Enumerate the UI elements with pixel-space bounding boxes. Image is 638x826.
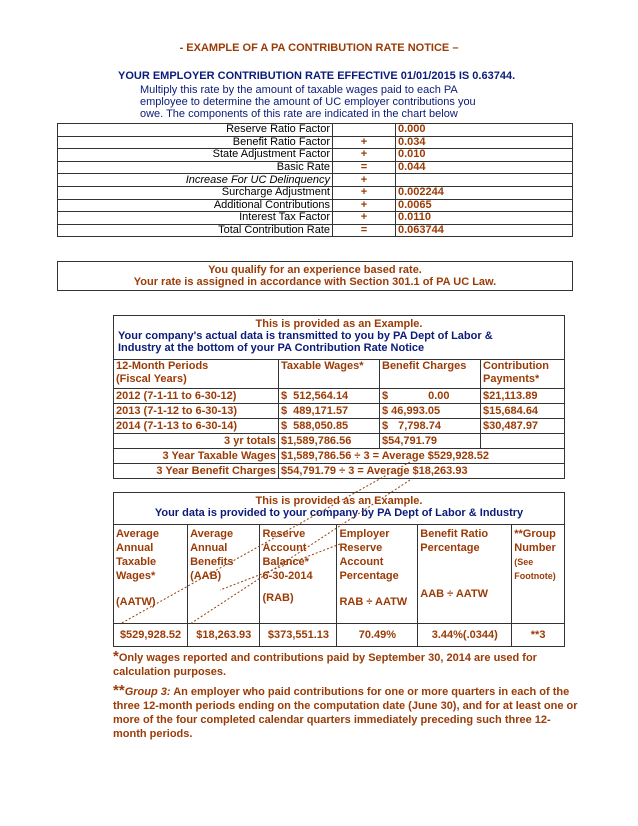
totals-label: 3 yr totals [114,434,279,449]
avg-wages-label: 3 Year Taxable Wages [114,449,279,464]
metric-header-line: (AAB) [190,570,222,582]
footnote-1-text: Only wages reported and contributions paid by September 30, 2014 are used for calculation purposes. [113,652,537,678]
avg-wages-calc: $1,589,786.56 ÷ 3 = Average $529,928.52 [279,449,565,464]
metric-value: 3.44%(.0344) [418,624,512,647]
example1-title: This is provided as an Example. [255,318,423,330]
arrow-rab [220,544,340,590]
rate-factor-value: 0.010 [396,149,573,162]
example1-subtitle-2: Industry at the bottom of your PA Contribution Rate Notice [118,342,425,354]
rate-factor-operator: = [333,224,396,237]
metric-value: 70.49% [337,624,418,647]
metric-header-line: Balance* [262,556,309,568]
rate-factor-value: 0.000 [396,124,573,137]
metric-value: $373,551.13 [260,624,337,647]
metric-header-line: Average [190,528,234,540]
payments-cell: $21,113.89 [481,389,565,404]
metric-formula: RAB ÷ AATW [339,596,408,608]
metric-header-line: Annual [190,542,228,554]
period-header-line: (Fiscal Years) [116,373,187,385]
rate-factor-operator: + [333,186,396,199]
charges-value: 7,798.74 [398,419,441,432]
example2-title: This is provided as an Example. [255,495,423,507]
charges-value: 0.00 [428,389,450,402]
totals-wages: $1,589,786.56 [279,434,380,449]
rate-factor-label: Additional Contributions [58,199,333,212]
rate-factor-label: Basic Rate [58,161,333,174]
rate-factor-label: Surcharge Adjustment [58,186,333,199]
rate-effective-line: YOUR EMPLOYER CONTRIBUTION RATE EFFECTIVE 01/01/2015 IS 0.63744. [118,70,516,82]
period-cell: 2013 (7-1-12 to 6-30-13) [114,404,279,419]
metric-value: $529,928.52 [114,624,188,647]
metric-header-line: Benefit Ratio [420,528,489,540]
metric-formula: (RAB) [262,592,294,604]
metric-header-line: 6-30-2014 [262,570,313,582]
period-header-line: 12-Month Periods [116,360,209,372]
metric-header-line: Reserve [262,528,306,540]
currency-sign: $ [382,389,389,402]
rate-factor-value: 0.002244 [396,186,573,199]
metric-header-line: Percentage [339,570,399,582]
rate-factor-value: 0.034 [396,136,573,149]
rate-factor-operator: = [333,161,396,174]
metric-header-line: Employer [339,528,390,540]
period-cell: 2014 (7-1-13 to 6-30-14) [114,419,279,434]
charges-cell: $ 46,993.05 [380,404,481,419]
currency-sign: $ [281,419,288,432]
qualify-line-2: Your rate is assigned in accordance with Section 301.1 of PA UC Law. [133,276,497,288]
rate-factor-label: Interest Tax Factor [58,212,333,225]
avg-charges-calc: $54,791.79 ÷ 3 = Average $18,263.93 [279,464,565,479]
metric-header-line: Annual [116,542,154,554]
rate-factor-value: 0.0065 [396,199,573,212]
rate-factor-operator: + [333,174,396,187]
metric-formula: AAB ÷ AATW [420,588,489,600]
metric-header-line: Average [116,528,160,540]
totals-charges: $54,791.79 [380,434,481,449]
avg-charges-label: 3 Year Benefit Charges [114,464,279,479]
intro-line: employee to determine the amount of UC employer contributions you [140,96,476,108]
rate-factor-value: 0.044 [396,161,573,174]
wages-value: 588,050.85 [293,419,349,432]
example2-subtitle: Your data is provided to your company by PA Dept of Labor & Industry [154,507,524,519]
footnote-2-text: An employer who paid contributions for one or more quarters in each of the three 12-month periods ending on the computation date (June 30), and for at least one or more of the four completed calendar quarters immediately preceding such three 12-month periods. [113,686,578,740]
footnote-1 [113,650,583,679]
arrow-wages-to-aatw [120,462,410,624]
rate-factor-operator: + [333,212,396,225]
metric-header-line: Wages* [116,570,156,582]
metric-header-line: Benefits [190,556,234,568]
rate-factor-value: 0.063744 [396,224,573,237]
metric-header-line: Percentage [420,542,480,554]
intro-line: owe. The components of this rate are indicated in the chart below [140,108,458,120]
footnote-2-mark: ** [113,682,125,699]
rate-factor-label: Increase For UC Delinquency [58,174,333,187]
rate-factor-operator: + [333,149,396,162]
rate-factor-operator: + [333,136,396,149]
payments-header-line: Contribution [483,360,549,372]
payments-cell: $30,487.97 [481,419,565,434]
wages-value: 489,171.57 [293,404,349,417]
metric-header-line: Taxable [116,556,157,568]
metric-header-line: Account [262,542,307,554]
metric-header-line: (See Footnote) [514,557,556,581]
rate-factor-label: Total Contribution Rate [58,224,333,237]
wages-value: 512,564.14 [293,389,349,402]
period-cell: 2012 (7-1-11 to 6-30-12) [114,389,279,404]
currency-sign: $ [382,419,389,432]
rate-factor-value: 0.0110 [396,212,573,225]
rate-factor-label: State Adjustment Factor [58,149,333,162]
payments-cell: $15,684.64 [481,404,565,419]
rate-factor-label: Benefit Ratio Factor [58,136,333,149]
notice-title: - EXAMPLE OF A PA CONTRIBUTION RATE NOTICE – [179,42,459,54]
rate-factor-label: Reserve Ratio Factor [58,124,333,137]
wages-header: Taxable Wages* [279,360,380,389]
metric-header-line: Reserve [339,542,383,554]
metric-value: $18,263.93 [188,624,260,647]
footnote-2 [113,684,583,741]
currency-sign: $ [281,389,288,402]
metric-formula: (AATW) [116,596,156,608]
intro-line: Multiply this rate by the amount of taxable wages paid to each PA [140,84,458,96]
metric-header-line: Account [339,556,384,568]
metric-header-line: **Group [514,528,556,540]
charges-header: Benefit Charges [380,360,481,389]
metric-value: **3 [512,624,565,647]
arrow-charges-to-aab [190,480,410,624]
metric-header-line: Number [514,542,556,554]
rate-factor-operator: + [333,199,396,212]
footnote-1-mark: * [113,648,119,665]
currency-sign: $ [281,404,288,417]
payments-header-line: Payments* [483,373,540,385]
example1-subtitle-1: Your company's actual data is transmitted to you by PA Dept of Labor & [118,330,493,342]
qualify-line-1: You qualify for an experience based rate. [208,264,422,276]
footnote-2-label: Group 3: [124,686,171,698]
